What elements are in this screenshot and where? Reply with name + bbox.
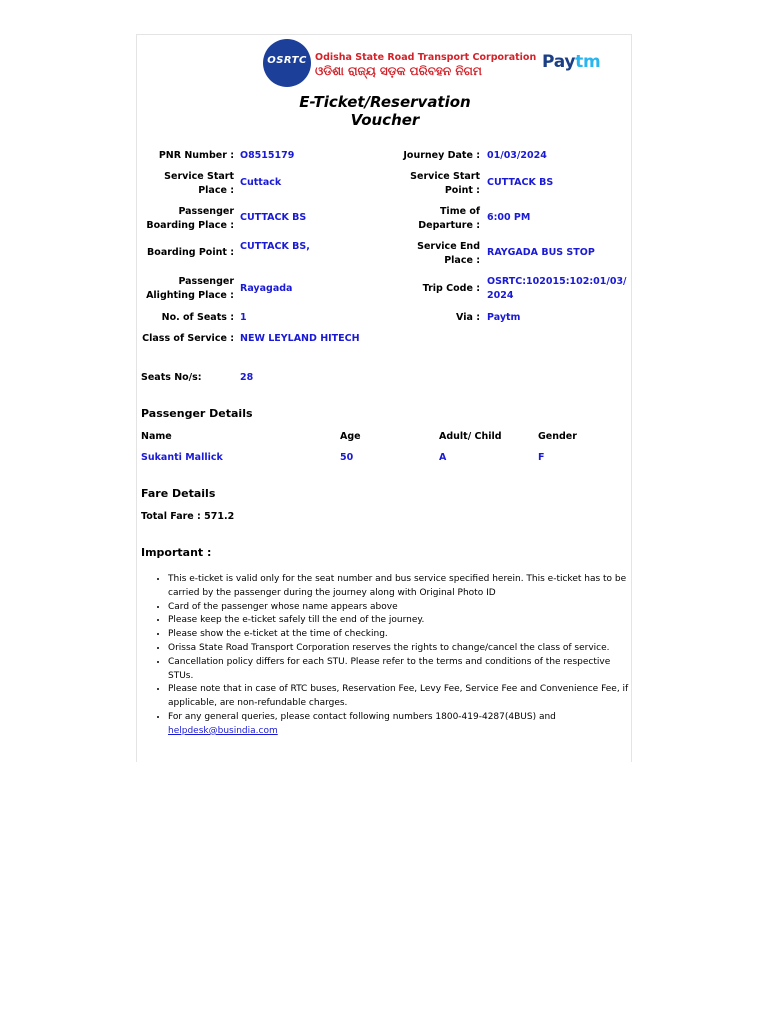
alighting-place-value: Rayagada xyxy=(240,283,293,294)
note-item: • Please keep the e-ticket safely till the end of the journey. xyxy=(168,614,638,628)
note-item: • This e-ticket is valid only for the seat number and bus service specified herein. This e-ticket has to be carried by the passenger during the journey along with Original Photo ID xyxy=(168,573,638,601)
boarding-point-label: Boarding Point : xyxy=(147,247,234,258)
passenger-gender: F xyxy=(538,452,545,463)
passenger-name: Sukanti Mallick xyxy=(141,452,223,463)
fare-details-heading: Fare Details xyxy=(141,487,216,500)
service-start-place-value: Cuttack xyxy=(240,177,282,188)
via-label: Via : xyxy=(456,312,480,323)
service-start-place-label: Service Start Place : xyxy=(164,171,234,196)
pnr-label: PNR Number : xyxy=(158,150,234,161)
boarding-place-label: Passenger Boarding Place : xyxy=(146,206,234,231)
journey-date-label: Journey Date : xyxy=(403,150,480,161)
note-item: • Cancellation policy differs for each STU. Please refer to the terms and conditions of the respective STUs. xyxy=(168,656,638,684)
seats-count-value: 1 xyxy=(240,312,247,323)
service-start-point-label: Service Start Point : xyxy=(410,171,480,196)
service-end-place-value: RAYGADA BUS STOP xyxy=(487,247,595,258)
important-heading: Important : xyxy=(141,546,212,559)
alighting-place-label: Passenger Alighting Place : xyxy=(146,276,234,301)
note-item: • Orissa State Road Transport Corporation reserves the rights to change/cancel the class of service. xyxy=(168,642,638,656)
trip-code-label: Trip Code : xyxy=(422,283,480,294)
note-item-contact xyxy=(168,711,638,739)
departure-time-value: 6:00 PM xyxy=(487,212,531,223)
page-title: E-Ticket/Reservation Voucher xyxy=(299,93,471,129)
departure-time-label: Time of Departure : xyxy=(418,206,480,231)
osrtc-logo xyxy=(263,39,311,87)
note-item: • Card of the passenger whose name appears above xyxy=(168,601,638,615)
boarding-point-value: CUTTACK BS, xyxy=(240,241,310,252)
passenger-age: 50 xyxy=(340,452,354,463)
passenger-col-name: Name xyxy=(141,431,172,442)
ticket-card xyxy=(136,34,632,762)
passenger-adult-child: A xyxy=(439,452,447,463)
seat-numbers-label: Seats No/s: xyxy=(141,372,202,383)
note-item: • Please note that in case of RTC buses, Reservation Fee, Levy Fee, Service Fee and Convenience Fee, if applicable, are non-refundable charges. xyxy=(168,683,638,711)
trip-code-value: OSRTC:102015:102:01/03/2024 xyxy=(487,276,627,301)
passenger-col-age: Age xyxy=(340,431,361,442)
service-end-place-label: Service End Place : xyxy=(417,241,480,266)
important-notes-list xyxy=(151,573,638,739)
total-fare: Total Fare : 571.2 xyxy=(141,511,235,522)
service-start-point-value: CUTTACK BS xyxy=(487,177,554,188)
class-of-service-value: NEW LEYLAND HITECH xyxy=(240,333,360,344)
journey-date-value: 01/03/2024 xyxy=(487,150,547,161)
osrtc-logo-text: OSRTC xyxy=(267,55,307,66)
seats-count-label: No. of Seats : xyxy=(161,312,234,323)
note-item: • Please show the e-ticket at the time of checking. xyxy=(168,628,638,642)
org-name-english: Odisha State Road Transport Corporation xyxy=(315,52,537,63)
passenger-col-adult-child: Adult/ Child xyxy=(439,431,502,442)
helpdesk-email-link[interactable]: helpdesk@busindia.com xyxy=(168,725,278,736)
passenger-col-gender: Gender xyxy=(538,431,577,442)
org-name-odia: ଓଡିଶା ରାଜ୍ୟ ସଡ଼କ ପରିବହନ ନିଗମ xyxy=(315,64,482,78)
paytm-logo: Paytm xyxy=(542,52,601,72)
boarding-place-value: CUTTACK BS xyxy=(240,212,307,223)
contact-text: For any general queries, please contact following numbers 1800-419-4287(4BUS) and xyxy=(168,711,556,722)
via-value: Paytm xyxy=(487,312,521,323)
pnr-value: O8515179 xyxy=(240,150,295,161)
passenger-details-heading: Passenger Details xyxy=(141,407,253,420)
seat-numbers-value: 28 xyxy=(240,372,254,383)
class-of-service-label: Class of Service : xyxy=(142,333,234,344)
